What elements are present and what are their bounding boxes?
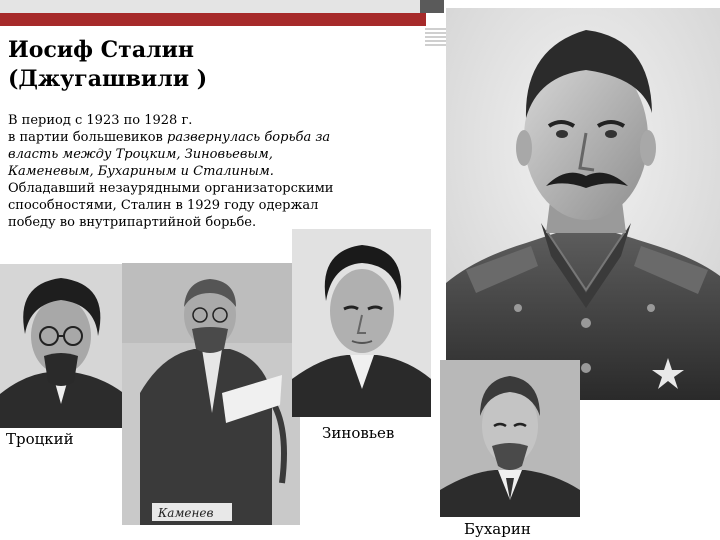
body-line-4: Каменевым, Бухариным и Сталиным. <box>8 164 274 179</box>
body-line-2-italic: развернулась борьба за <box>167 130 331 145</box>
zinoviev-photo <box>292 229 431 417</box>
body-line-2 <box>8 129 368 146</box>
top-decor-block <box>420 0 444 13</box>
title-line-2: (Джугашвили ) <box>8 66 208 92</box>
body-line-2-plain: в партии большевиков <box>8 130 167 145</box>
caption-zinoviev: Зиновьев <box>322 424 395 442</box>
body-line-1: В период с 1923 по 1928 г. <box>8 113 193 128</box>
bukharin-photo <box>440 360 580 517</box>
body-paragraph <box>8 112 368 231</box>
stalin-portrait <box>446 8 720 400</box>
trotsky-photo <box>0 264 122 428</box>
caption-bukharin: Бухарин <box>464 520 531 538</box>
top-decor-bar <box>0 0 420 13</box>
slide-title <box>8 36 418 94</box>
title-line-1: Иосиф Сталин <box>8 37 195 63</box>
signature-text: Каменев <box>158 506 214 520</box>
body-line-5: Обладавший незаурядными организаторскими <box>8 181 334 196</box>
kamenev-photo <box>122 263 300 525</box>
body-line-6: способностями, Сталин в 1929 году одержал <box>8 198 319 213</box>
caption-trotsky: Троцкий <box>6 430 74 448</box>
accent-bar <box>0 13 426 26</box>
body-line-7: победу во внутрипартийной борьбе. <box>8 215 257 230</box>
body-line-3: власть между Троцким, Зиновьевым, <box>8 147 273 162</box>
